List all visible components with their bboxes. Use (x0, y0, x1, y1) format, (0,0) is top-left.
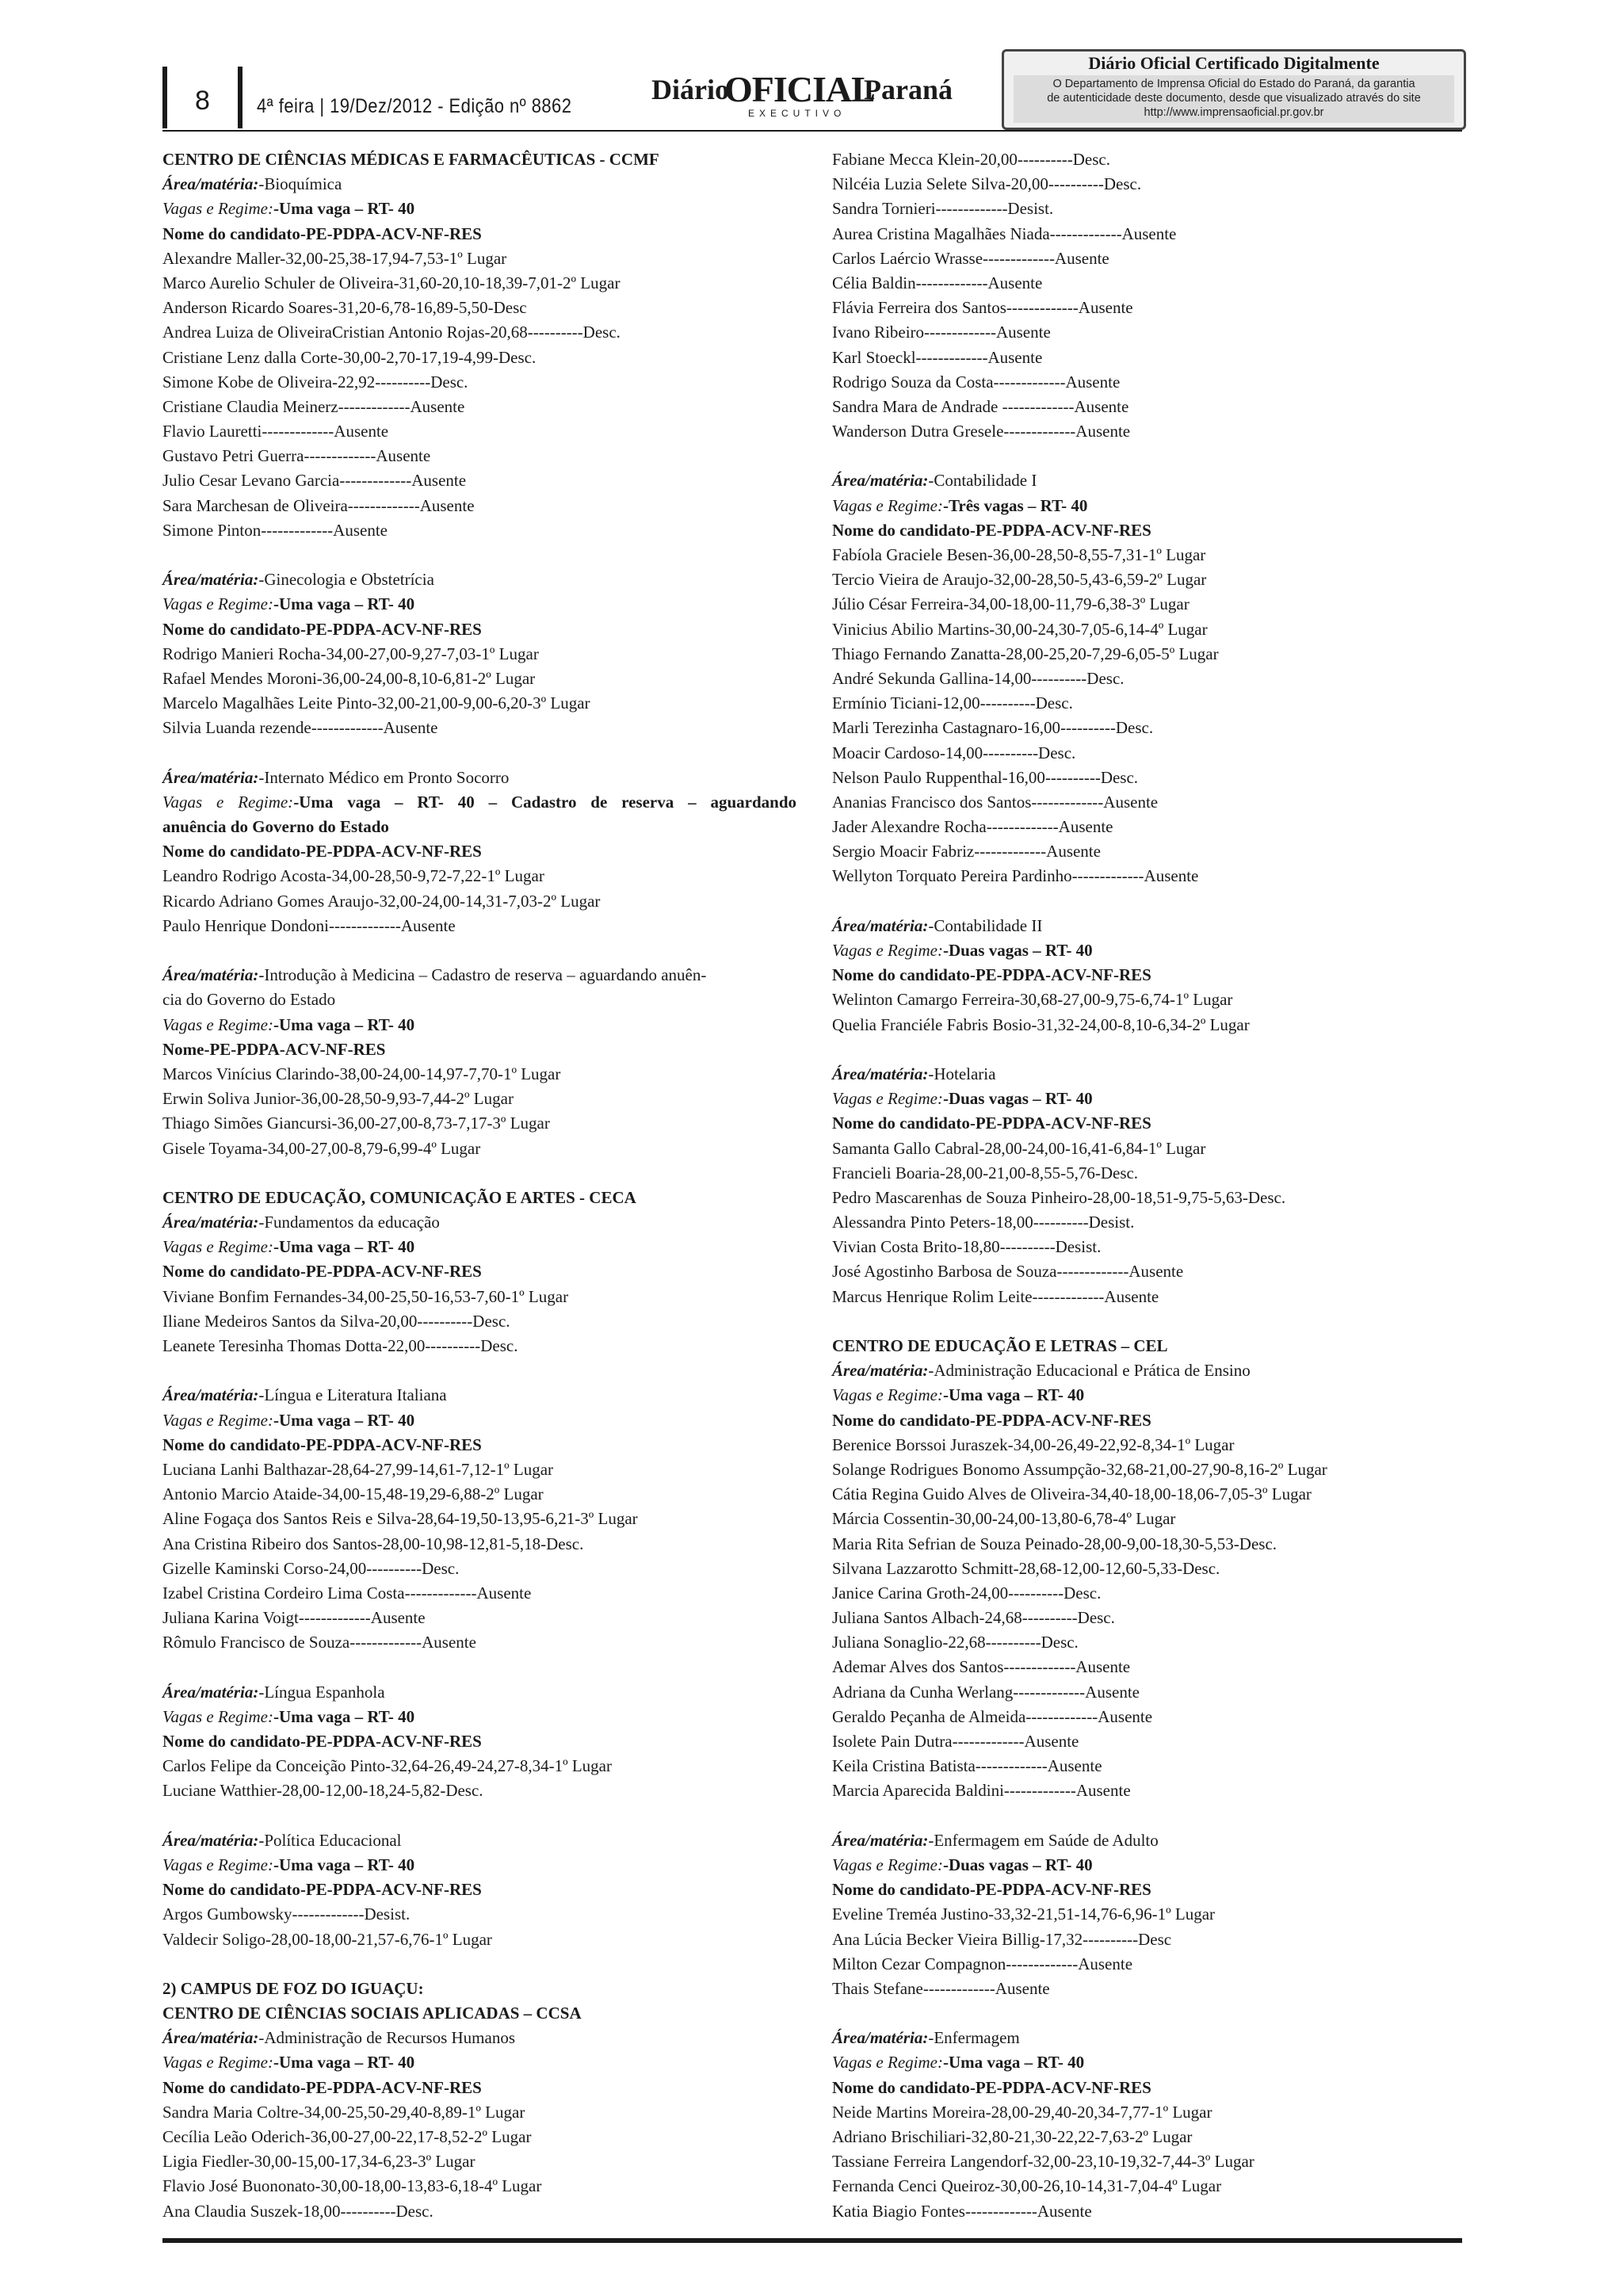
candidate-line: Anderson Ricardo Soares-31,20-6,78-16,89-5,50-Desc (162, 298, 527, 318)
vagas-value: -Uma vaga – RT- 40 (273, 1410, 415, 1430)
vagas-line (832, 1853, 1466, 1878)
candidate-line: Neide Martins Moreira-28,00-29,40-20,34-7,77-1º Lugar (832, 2102, 1212, 2122)
vagas-line (832, 1383, 1466, 1408)
column-header: Nome do candidato-PE-PDPA-ACV-NF-RES (832, 965, 1151, 985)
candidate-line: José Agostinho Barbosa de Souza-------------Ausente (832, 1262, 1184, 1282)
certificate-title: Diário Oficial Certificado Digitalmente (1088, 53, 1380, 73)
candidate-line: Maria Rita Sefrian de Souza Peinado-28,00-9,00-18,30-5,53-Desc. (832, 1534, 1277, 1553)
vagas-value: -Uma vaga – RT- 40 (273, 1237, 415, 1257)
candidate-line: Viviane Bonfim Fernandes-34,00-25,50-16,53-7,60-1º Lugar (162, 1286, 569, 1306)
vagas-line (832, 2050, 1466, 2075)
vagas-value: -Uma vaga – RT- 40 (273, 1706, 415, 1726)
area-label: Área/matéria: (162, 2028, 259, 2048)
vagas-label: Vagas e Regime: (162, 199, 273, 219)
candidate-line: Iliane Medeiros Santos da Silva-20,00----------Desc. (162, 1311, 510, 1331)
area-label: Área/matéria: (162, 174, 259, 194)
vagas-label: Vagas e Regime: (832, 1089, 943, 1109)
candidate-line: Carlos Laércio Wrasse-------------Ausente (832, 248, 1109, 268)
area-value: -Enfermagem (928, 2028, 1020, 2048)
vagas-label: Vagas e Regime: (162, 594, 273, 614)
candidate-line: Marcia Aparecida Baldini-------------Ausente (832, 1781, 1131, 1801)
area-line (162, 766, 796, 790)
column-header: anuência do Governo do Estado (162, 817, 389, 837)
header-rule (162, 130, 1462, 132)
vagas-line (162, 1013, 796, 1037)
spacer (162, 1161, 796, 1186)
area-value: -Enfermagem em Saúde de Adulto (928, 1830, 1159, 1850)
candidate-line: Rodrigo Manieri Rocha-34,00-27,00-9,27-7,03-1º Lugar (162, 644, 539, 663)
candidate-line: Sandra Maria Coltre-34,00-25,50-29,40-8,89-1º Lugar (162, 2102, 525, 2122)
candidate-line: Marcus Henrique Rolim Leite-------------Ausente (832, 1286, 1159, 1306)
candidate-line: Marli Terezinha Castagnaro-16,00----------Desc. (832, 718, 1154, 738)
candidate-line: Thais Stefane-------------Ausente (832, 1978, 1050, 1998)
spacer (832, 444, 1466, 468)
candidate-line: Welinton Camargo Ferreira-30,68-27,00-9,75-6,74-1º Lugar (832, 990, 1233, 1010)
column-header: Nome do candidato-PE-PDPA-ACV-NF-RES (162, 1435, 482, 1454)
column-header: Nome do candidato-PE-PDPA-ACV-NF-RES (832, 1880, 1151, 1900)
candidate-line: Alexandre Maller-32,00-25,38-17,94-7,53-1º Lugar (162, 248, 507, 268)
candidate-line: Sandra Mara de Andrade -------------Ausente (832, 396, 1129, 416)
candidate-line: Juliana Sonaglio-22,68----------Desc. (832, 1633, 1079, 1652)
vagas-label: Vagas e Regime: (832, 495, 943, 515)
candidate-line: Geraldo Peçanha de Almeida-------------Ausente (832, 1706, 1153, 1726)
logo-parana: Paraná (864, 74, 953, 105)
candidate-line: André Sekunda Gallina-14,00----------Desc. (832, 668, 1125, 688)
candidate-line: Thiago Fernando Zanatta-28,00-25,20-7,29-6,05-5º Lugar (832, 644, 1219, 663)
vagas-value: -Uma vaga – RT- 40 – Cadastro de reserva – aguardando (293, 792, 796, 812)
section-heading: CENTRO DE CIÊNCIAS MÉDICAS E FARMACÊUTICAS - CCMF (162, 150, 659, 169)
area-line (162, 963, 796, 988)
candidate-line: Gustavo Petri Guerra-------------Ausente (162, 446, 431, 466)
column-header: Nome-PE-PDPA-ACV-NF-RES (162, 1039, 386, 1059)
candidate-line: Cecília Leão Oderich-36,00-27,00-22,17-8,52-2º Lugar (162, 2127, 532, 2146)
candidate-line: Marco Aurelio Schuler de Oliveira-31,60-20,10-18,39-7,01-2º Lugar (162, 273, 621, 292)
spacer (162, 741, 796, 766)
candidate-line: Valdecir Soligo-28,00-18,00-21,57-6,76-1º Lugar (162, 1929, 492, 1949)
section-heading: CENTRO DE CIÊNCIAS SOCIAIS APLICADAS – CCSA (162, 2004, 582, 2023)
area-label: Área/matéria: (832, 1064, 929, 1083)
candidate-line: Simone Kobe de Oliveira-22,92----------Desc. (162, 372, 468, 392)
certificate-line: O Departamento de Imprensa Oficial do Estado do Paraná, da garantia (1052, 78, 1415, 90)
column-header: Nome do candidato-PE-PDPA-ACV-NF-RES (832, 1114, 1151, 1133)
left-column (162, 147, 796, 2224)
vagas-value: -Uma vaga – RT- 40 (942, 2053, 1085, 2073)
candidate-line: Tassiane Ferreira Langendorf-32,00-23,10-19,32-7,44-3º Lugar (832, 2152, 1254, 2172)
candidate-line: Moacir Cardoso-14,00----------Desc. (832, 743, 1076, 762)
candidate-line: Izabel Cristina Cordeiro Lima Costa-------------Ausente (162, 1583, 532, 1603)
candidate-line: Luciana Lanhi Balthazar-28,64-27,99-14,61-7,12-1º Lugar (162, 1459, 554, 1479)
candidate-line: Fabíola Graciele Besen-36,00-28,50-8,55-7,31-1º Lugar (832, 545, 1206, 564)
vagas-value: -Duas vagas – RT- 40 (942, 1855, 1093, 1874)
candidate-line: Adriano Brischiliari-32,80-21,30-22,22-7,63-2º Lugar (832, 2127, 1193, 2146)
page-header (0, 0, 1623, 135)
vagas-line (162, 1408, 796, 1433)
right-column (832, 147, 1466, 2224)
candidate-line: Leandro Rodrigo Acosta-34,00-28,50-9,72-7,22-1º Lugar (162, 866, 544, 886)
vagas-value: -Uma vaga – RT- 40 (273, 2053, 415, 2073)
logo-executivo: EXECUTIVO (748, 108, 846, 119)
footer-rule (162, 2238, 1462, 2243)
spacer (832, 1309, 1466, 1334)
area-value: -Administração Educacional e Prática de Ensino (928, 1361, 1251, 1381)
column-header: Nome do candidato-PE-PDPA-ACV-NF-RES (832, 1410, 1151, 1430)
candidate-line: Ana Lúcia Becker Vieira Billig-17,32----------Desc (832, 1929, 1172, 1949)
vagas-label: Vagas e Regime: (162, 2053, 273, 2073)
candidate-line: Argos Gumbowsky-------------Desist. (162, 1904, 411, 1924)
vagas-value: -Duas vagas – RT- 40 (942, 941, 1093, 960)
vagas-line (162, 1853, 796, 1878)
area-value: -Política Educacional (258, 1830, 402, 1850)
candidate-line: Erwin Soliva Junior-36,00-28,50-9,93-7,44-2º Lugar (162, 1089, 514, 1109)
candidate-line: Fabiane Mecca Klein-20,00----------Desc. (832, 150, 1110, 169)
vagas-label: Vagas e Regime: (162, 1410, 273, 1430)
candidate-line: Rômulo Francisco de Souza-------------Ausente (162, 1633, 476, 1652)
vagas-value: -Uma vaga – RT- 40 (273, 1855, 415, 1874)
column-header: Nome do candidato-PE-PDPA-ACV-NF-RES (162, 619, 482, 639)
area-line (832, 2026, 1466, 2050)
candidate-line: Alessandra Pinto Peters-18,00----------Desist. (832, 1213, 1135, 1232)
vagas-line (162, 790, 796, 815)
candidate-line: Célia Baldin-------------Ausente (832, 273, 1043, 292)
candidate-line: Cátia Regina Guido Alves de Oliveira-34,40-18,00-18,06-7,05-3º Lugar (832, 1484, 1312, 1504)
candidate-line: Fernanda Cenci Queiroz-30,00-26,10-14,31-7,04-4º Lugar (832, 2176, 1222, 2196)
column-header: Nome do candidato-PE-PDPA-ACV-NF-RES (162, 223, 482, 243)
candidate-line: Rodrigo Souza da Costa-------------Ausente (832, 372, 1121, 392)
column-header: Nome do candidato-PE-PDPA-ACV-NF-RES (162, 1880, 482, 1900)
vagas-label: Vagas e Regime: (832, 1855, 943, 1874)
candidate-line: Flavio José Buononato-30,00-18,00-13,83-6,18-4º Lugar (162, 2176, 542, 2196)
vagas-line (162, 1705, 796, 1729)
candidate-line: Adriana da Cunha Werlang-------------Ausente (832, 1682, 1140, 1702)
area-label: Área/matéria: (162, 965, 259, 985)
candidate-line: Tercio Vieira de Araujo-32,00-28,50-5,43-6,59-2º Lugar (832, 570, 1207, 590)
candidate-line: Leanete Teresinha Thomas Dotta-22,00----------Desc. (162, 1336, 518, 1355)
candidate-line: Marcelo Magalhães Leite Pinto-32,00-21,00-9,00-6,20-3º Lugar (162, 693, 590, 713)
area-label: Área/matéria: (162, 1213, 259, 1232)
column-header: Nome do candidato-PE-PDPA-ACV-NF-RES (832, 2077, 1151, 2097)
vagas-line (832, 494, 1466, 518)
candidate-line: Francieli Boaria-28,00-21,00-8,55-5,76-Desc. (832, 1163, 1139, 1182)
candidate-line: Simone Pinton-------------Ausente (162, 520, 388, 540)
column-header: Nome do candidato-PE-PDPA-ACV-NF-RES (832, 520, 1151, 540)
area-label: Área/matéria: (832, 915, 929, 935)
vagas-line (162, 592, 796, 617)
candidate-line: Antonio Marcio Ataide-34,00-15,48-19,29-6,88-2º Lugar (162, 1484, 544, 1504)
area-label: Área/matéria: (162, 1830, 259, 1850)
candidate-line: Nilcéia Luzia Selete Silva-20,00----------Desc. (832, 174, 1142, 194)
candidate-line: Ana Claudia Suszek-18,00----------Desc. (162, 2201, 433, 2221)
spacer (832, 1037, 1466, 1062)
candidate-line: Quelia Franciéle Fabris Bosio-31,32-24,00-8,10-6,34-2º Lugar (832, 1014, 1250, 1034)
candidate-line: Sergio Moacir Fabriz-------------Ausente (832, 842, 1101, 861)
certificate-line: de autenticidade deste documento, desde que visualizado através do site (1047, 92, 1421, 105)
certificate-box (1002, 49, 1466, 130)
candidate-line: Ana Cristina Ribeiro dos Santos-28,00-10,98-12,81-5,18-Desc. (162, 1534, 584, 1553)
candidate-line: Juliana Santos Albach-24,68----------Desc. (832, 1608, 1115, 1628)
area-line (832, 1062, 1466, 1087)
area-line (162, 2026, 796, 2050)
vagas-value: -Duas vagas – RT- 40 (942, 1089, 1093, 1109)
spacer (162, 1358, 796, 1383)
spacer (162, 543, 796, 567)
vagas-line (162, 197, 796, 221)
candidate-line: Andrea Luiza de OliveiraCristian Antonio Rojas-20,68----------Desc. (162, 323, 621, 342)
column-header: Nome do candidato-PE-PDPA-ACV-NF-RES (162, 1262, 482, 1282)
candidate-line: Marcos Vinícius Clarindo-38,00-24,00-14,97-7,70-1º Lugar (162, 1064, 561, 1083)
area-value: -Contabilidade II (928, 915, 1043, 935)
candidate-line: Ligia Fiedler-30,00-15,00-17,34-6,23-3º Lugar (162, 2152, 475, 2172)
vagas-line (162, 2050, 796, 2075)
certificate-link[interactable]: http://www.imprensaoficial.pr.gov.br (1144, 106, 1324, 119)
area-value: -Língua Espanhola (258, 1682, 385, 1702)
vagas-line (162, 1235, 796, 1259)
section-heading: CENTRO DE EDUCAÇÃO, COMUNICAÇÃO E ARTES - CECA (162, 1187, 636, 1207)
area-line (162, 1680, 796, 1705)
candidate-line: Vivian Costa Brito-18,80----------Desist. (832, 1237, 1102, 1257)
vagas-value: -Três vagas – RT- 40 (942, 495, 1088, 515)
candidate-line: Nelson Paulo Ruppenthal-16,00----------Desc. (832, 767, 1139, 787)
vagas-label: Vagas e Regime: (162, 792, 294, 812)
area-value: -Introdução à Medicina – Cadastro de reserva – aguardando anuên- (258, 965, 707, 985)
candidate-line: Gizelle Kaminski Corso-24,00----------Desc. (162, 1558, 460, 1578)
vagas-value: -Uma vaga – RT- 40 (273, 594, 415, 614)
spacer (162, 938, 796, 963)
vagas-label: Vagas e Regime: (162, 1014, 273, 1034)
page-number: 8 (195, 86, 210, 116)
area-line (162, 172, 796, 197)
area-value: -Hotelaria (928, 1064, 996, 1083)
area-label: Área/matéria: (832, 471, 929, 491)
spacer (162, 1655, 796, 1679)
candidate-line: Flávia Ferreira dos Santos-------------Ausente (832, 298, 1133, 318)
candidate-line: Berenice Borssoi Juraszek-34,00-26,49-22,92-8,34-1º Lugar (832, 1435, 1235, 1454)
candidate-line: Silvia Luanda rezende-------------Ausente (162, 718, 438, 738)
column-header: Nome do candidato-PE-PDPA-ACV-NF-RES (162, 2077, 482, 2097)
logo-diario: Diário (651, 74, 729, 105)
candidate-line: Ananias Francisco dos Santos-------------Ausente (832, 792, 1159, 812)
area-value: -Administração de Recursos Humanos (258, 2028, 516, 2048)
candidate-line: Júlio César Ferreira-34,00-18,00-11,79-6,38-3º Lugar (832, 594, 1190, 614)
candidate-line: Wellyton Torquato Pereira Pardinho-------------Ausente (832, 866, 1199, 886)
vagas-label: Vagas e Regime: (832, 941, 943, 960)
candidate-line: Cristiane Claudia Meinerz-------------Ausente (162, 396, 465, 416)
spacer (832, 889, 1466, 914)
candidate-line: Aurea Cristina Magalhães Niada-------------Ausente (832, 223, 1177, 243)
area-value: -Bioquímica (258, 174, 342, 194)
area-line (162, 1383, 796, 1408)
area-value: -Internato Médico em Pronto Socorro (258, 767, 510, 787)
area-line (162, 1828, 796, 1853)
vagas-label: Vagas e Regime: (832, 2053, 943, 2073)
vagas-value: -Uma vaga – RT- 40 (273, 199, 415, 219)
vagas-label: Vagas e Regime: (162, 1706, 273, 1726)
edition-info: 4ª feira | 19/Dez/2012 - Edição nº 8862 (257, 95, 572, 117)
candidate-line: Solange Rodrigues Bonomo Assumpção-32,68-21,00-27,90-8,16-2º Lugar (832, 1459, 1327, 1479)
vagas-line (832, 938, 1466, 963)
area-line (832, 1828, 1466, 1853)
candidate-line: Carlos Felipe da Conceição Pinto-32,64-26,49-24,27-8,34-1º Lugar (162, 1756, 612, 1776)
candidate-line: Thiago Simões Giancursi-36,00-27,00-8,73-7,17-3º Lugar (162, 1114, 550, 1133)
candidate-line: Wanderson Dutra Gresele-------------Ausente (832, 422, 1131, 441)
candidate-line: Ricardo Adriano Gomes Araujo-32,00-24,00-14,31-7,03-2º Lugar (162, 891, 601, 911)
section-heading: 2) CAMPUS DE FOZ DO IGUAÇU: (162, 1978, 424, 1998)
vagas-value: -Uma vaga – RT- 40 (942, 1385, 1085, 1405)
area-label: Área/matéria: (832, 2028, 929, 2048)
area-label: Área/matéria: (162, 1385, 259, 1405)
vagas-value: -Uma vaga – RT- 40 (273, 1014, 415, 1034)
spacer (162, 1804, 796, 1828)
header-divider (162, 67, 167, 128)
candidate-line: cia do Governo do Estado (162, 990, 336, 1010)
candidate-line: Aline Fogaça dos Santos Reis e Silva-28,64-19,50-13,95-6,21-3º Lugar (162, 1509, 638, 1529)
candidate-line: Flavio Lauretti-------------Ausente (162, 422, 389, 441)
candidate-line: Paulo Henrique Dondoni-------------Ausente (162, 915, 456, 935)
vagas-line (832, 1087, 1466, 1111)
candidate-line: Keila Cristina Batista-------------Ausente (832, 1756, 1102, 1776)
candidate-line: Isolete Pain Dutra-------------Ausente (832, 1732, 1079, 1751)
area-value: -Língua e Literatura Italiana (258, 1385, 447, 1405)
area-value: -Ginecologia e Obstetrícia (258, 570, 434, 590)
column-header: Nome do candidato-PE-PDPA-ACV-NF-RES (162, 1732, 482, 1751)
candidate-line: Gisele Toyama-34,00-27,00-8,79-6,99-4º Lugar (162, 1138, 481, 1158)
vagas-label: Vagas e Regime: (162, 1237, 273, 1257)
candidate-line: Ermínio Ticiani-12,00----------Desc. (832, 693, 1073, 713)
area-label: Área/matéria: (832, 1361, 929, 1381)
candidate-line: Eveline Treméa Justino-33,32-21,51-14,76-6,96-1º Lugar (832, 1904, 1216, 1924)
candidate-line: Katia Biagio Fontes-------------Ausente (832, 2201, 1092, 2221)
candidate-line: Julio Cesar Levano Garcia-------------Ausente (162, 471, 467, 491)
spacer (162, 1952, 796, 1977)
candidate-line: Juliana Karina Voigt-------------Ausente (162, 1608, 426, 1628)
spacer (832, 1804, 1466, 1828)
column-header: Nome do candidato-PE-PDPA-ACV-NF-RES (162, 842, 482, 861)
area-value: -Contabilidade I (928, 471, 1037, 491)
candidate-line: Rafael Mendes Moroni-36,00-24,00-8,10-6,81-2º Lugar (162, 668, 536, 688)
section-heading: CENTRO DE EDUCAÇÃO E LETRAS – CEL (832, 1336, 1168, 1355)
candidate-line: Jader Alexandre Rocha-------------Ausente (832, 817, 1113, 837)
candidate-line: Milton Cezar Compagnon-------------Ausente (832, 1954, 1133, 1973)
candidate-line: Silvana Lazzarotto Schmitt-28,68-12,00-12,60-5,33-Desc. (832, 1558, 1220, 1578)
candidate-line: Pedro Mascarenhas de Souza Pinheiro-28,00-18,51-9,75-5,63-Desc. (832, 1187, 1286, 1207)
diario-oficial-logo (651, 68, 953, 124)
area-line (162, 1210, 796, 1235)
vagas-label: Vagas e Regime: (832, 1385, 943, 1405)
candidate-line: Luciane Watthier-28,00-12,00-18,24-5,82-Desc. (162, 1781, 483, 1801)
area-line (832, 468, 1466, 493)
area-line (832, 1358, 1466, 1383)
area-value: -Fundamentos da educação (258, 1213, 440, 1232)
candidate-line: Janice Carina Groth-24,00----------Desc. (832, 1583, 1102, 1603)
area-line (162, 567, 796, 592)
area-line (832, 914, 1466, 938)
candidate-line: Ivano Ribeiro-------------Ausente (832, 323, 1051, 342)
candidate-line: Samanta Gallo Cabral-28,00-24,00-16,41-6,84-1º Lugar (832, 1138, 1206, 1158)
candidate-line: Cristiane Lenz dalla Corte-30,00-2,70-17,19-4,99-Desc. (162, 347, 537, 367)
candidate-line: Vinicius Abilio Martins-30,00-24,30-7,05-6,14-4º Lugar (832, 619, 1208, 639)
area-label: Área/matéria: (162, 1682, 259, 1702)
candidate-line: Sara Marchesan de Oliveira-------------Ausente (162, 495, 475, 515)
area-label: Área/matéria: (162, 767, 259, 787)
spacer (832, 2001, 1466, 2026)
candidate-line: Márcia Cossentin-30,00-24,00-13,80-6,78-4º Lugar (832, 1509, 1176, 1529)
logo-oficial: OFICIAL (724, 69, 875, 109)
vagas-label: Vagas e Regime: (162, 1855, 273, 1874)
certificate-text (1014, 77, 1454, 120)
candidate-line: Sandra Tornieri-------------Desist. (832, 199, 1054, 219)
candidate-line: Ademar Alves dos Santos-------------Ausente (832, 1657, 1131, 1677)
area-label: Área/matéria: (832, 1830, 929, 1850)
candidate-line: Karl Stoeckl-------------Ausente (832, 347, 1043, 367)
area-label: Área/matéria: (162, 570, 259, 590)
header-divider (238, 67, 242, 128)
